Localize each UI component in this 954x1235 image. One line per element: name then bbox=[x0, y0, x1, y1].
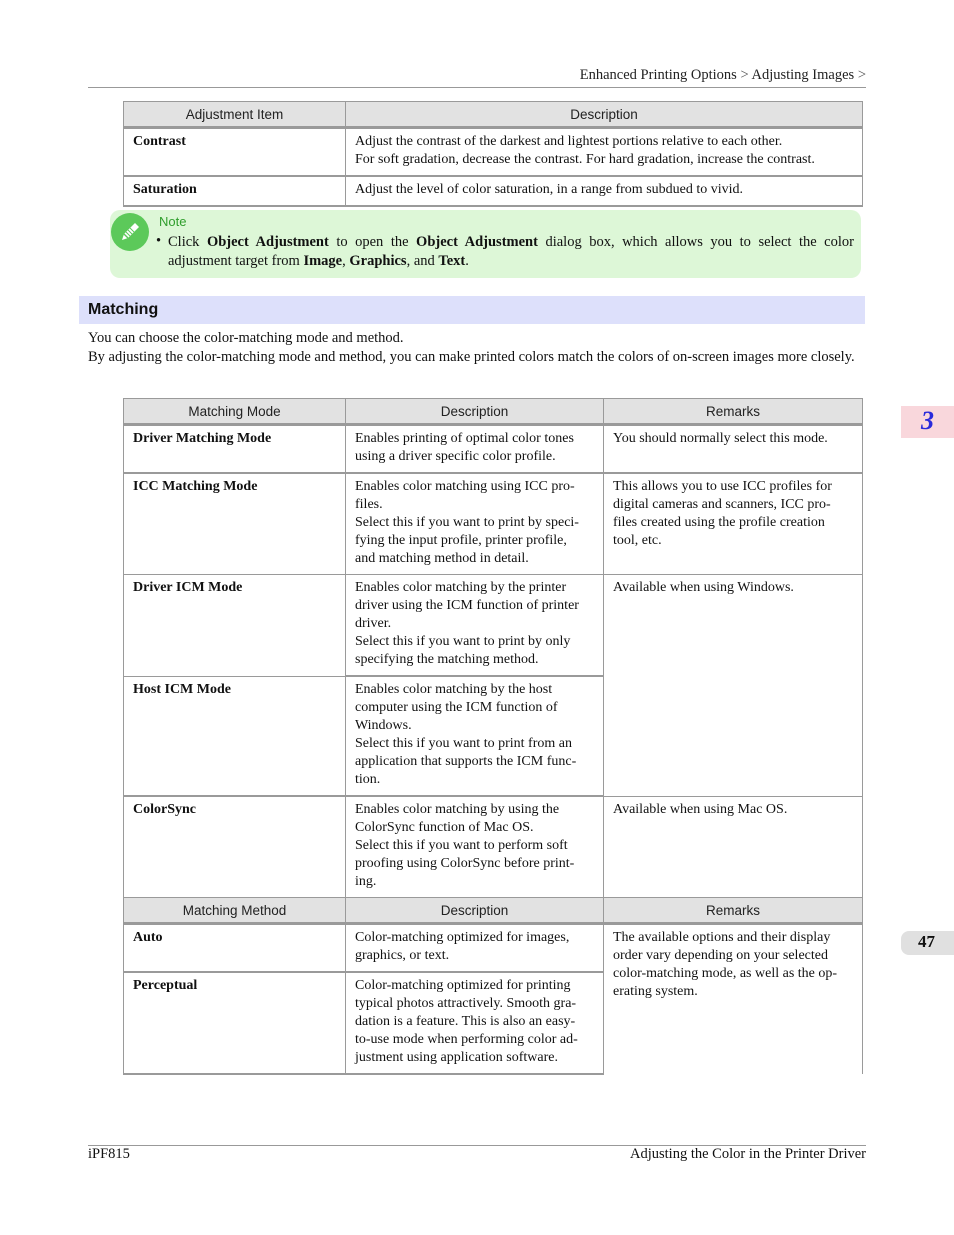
description-cell bbox=[346, 575, 604, 677]
note-fragment: Click bbox=[168, 234, 207, 250]
column-header: Description bbox=[346, 898, 604, 924]
column-header: Description bbox=[346, 399, 604, 425]
table-row bbox=[124, 425, 863, 474]
note-fragment: , and bbox=[406, 253, 439, 269]
breadcrumb-item[interactable]: Adjusting Images bbox=[751, 67, 855, 83]
section-title: Matching bbox=[88, 301, 159, 318]
text-line: ing. bbox=[355, 874, 377, 889]
text-line: color-matching mode, as well as the op- bbox=[613, 966, 838, 981]
footer-model: iPF815 bbox=[88, 1146, 130, 1162]
text-line: Select this if you want to print from an bbox=[355, 736, 572, 751]
intro-paragraph: By adjusting the color-matching mode and method, you can make printed colors match the colors of on-screen images more closely. bbox=[88, 349, 855, 365]
text-line: driver using the ICM function of printer bbox=[355, 598, 579, 613]
text-line: Enables color matching using ICC pro- bbox=[355, 479, 575, 494]
table-row bbox=[124, 128, 863, 177]
ui-term: Image bbox=[303, 253, 343, 269]
text-line: For soft gradation, decrease the contrast. For hard gradation, increase the contrast. bbox=[355, 152, 815, 167]
remarks-cell bbox=[604, 796, 863, 898]
text-line: Adjust the level of color saturation, in a range from subdued to vivid. bbox=[355, 182, 744, 197]
text-line: Enables color matching by using the bbox=[355, 802, 560, 817]
text-line: using a driver specific color profile. bbox=[355, 449, 556, 464]
text-line: computer using the ICM function of bbox=[355, 700, 558, 715]
description-cell bbox=[346, 676, 604, 796]
bullet: • bbox=[156, 233, 162, 249]
item-cell: Driver Matching Mode bbox=[124, 425, 346, 474]
item-cell: Host ICM Mode bbox=[124, 676, 346, 796]
description-cell bbox=[346, 425, 604, 474]
description-cell bbox=[346, 128, 863, 177]
table-row bbox=[124, 924, 863, 973]
text-line: files. bbox=[355, 497, 383, 512]
column-header: Adjustment Item bbox=[124, 102, 346, 128]
chapter-number: 3 bbox=[921, 406, 934, 435]
note-fragment: dialog box, which allows you to select the color adjustment target from bbox=[168, 234, 854, 269]
matching-method-table bbox=[123, 897, 863, 1075]
text-line: graphics, or text. bbox=[355, 948, 450, 963]
ui-term: Object Adjustment bbox=[416, 234, 538, 250]
note-text bbox=[168, 233, 854, 271]
item-cell: ColorSync bbox=[124, 796, 346, 898]
remarks-cell bbox=[604, 425, 863, 474]
description-cell bbox=[346, 972, 604, 1074]
description-cell bbox=[346, 473, 604, 575]
page-number: 47 bbox=[918, 932, 935, 951]
ui-term: Object Adjustment bbox=[206, 234, 329, 250]
column-header: Matching Method bbox=[124, 898, 346, 924]
text-line: digital cameras and scanners, ICC pro- bbox=[613, 497, 831, 512]
text-line: justment using application software. bbox=[355, 1050, 558, 1065]
text-line: Windows. bbox=[355, 718, 412, 733]
table-row bbox=[124, 796, 863, 898]
text-line: application that supports the ICM func- bbox=[355, 754, 577, 769]
note-fragment: to open the bbox=[328, 234, 417, 250]
text-line: tion. bbox=[355, 772, 381, 787]
note-fragment: . bbox=[465, 253, 469, 269]
text-line: files created using the profile creation bbox=[613, 515, 825, 530]
item-cell: Driver ICM Mode bbox=[124, 575, 346, 677]
pencil-note-icon bbox=[111, 213, 149, 251]
text-line: The available options and their display bbox=[613, 930, 831, 945]
item-cell: Perceptual bbox=[124, 972, 346, 1074]
text-line: specifying the matching method. bbox=[355, 652, 539, 667]
table-row bbox=[124, 176, 863, 206]
note-fragment: , bbox=[342, 253, 350, 269]
text-line: You should normally select this mode. bbox=[613, 431, 828, 446]
description-cell bbox=[346, 176, 863, 206]
text-line: Adjust the contrast of the darkest and lightest portions relative to each other. bbox=[355, 134, 783, 149]
chapter-tab[interactable] bbox=[901, 406, 954, 438]
note-title: Note bbox=[159, 214, 187, 229]
section-heading bbox=[79, 296, 865, 324]
remarks-cell bbox=[604, 575, 863, 797]
item-cell: Contrast bbox=[124, 128, 346, 177]
description-cell bbox=[346, 796, 604, 898]
text-line: Available when using Mac OS. bbox=[613, 801, 788, 817]
item-cell: ICC Matching Mode bbox=[124, 473, 346, 575]
column-header: Remarks bbox=[604, 898, 863, 924]
breadcrumb-item[interactable]: Enhanced Printing Options bbox=[579, 67, 737, 83]
text-line: Select this if you want to perform soft bbox=[355, 838, 568, 853]
text-line: driver. bbox=[355, 616, 392, 631]
item-cell: Saturation bbox=[124, 176, 346, 206]
text-line: fying the input profile, printer profile, bbox=[355, 533, 567, 548]
text-line: Enables printing of optimal color tones bbox=[355, 431, 574, 446]
text-line: Enables color matching by the printer bbox=[355, 580, 567, 595]
table-row bbox=[124, 473, 863, 575]
page-tab bbox=[901, 931, 954, 955]
text-line: and matching method in detail. bbox=[355, 551, 529, 566]
intro-paragraph: You can choose the color-matching mode and method. bbox=[88, 330, 404, 346]
matching-mode-table bbox=[123, 398, 863, 899]
header-rule bbox=[88, 87, 866, 88]
remarks-cell bbox=[604, 924, 863, 1075]
text-line: Available when using Windows. bbox=[613, 580, 794, 595]
text-line: ColorSync function of Mac OS. bbox=[355, 820, 534, 835]
text-line: erating system. bbox=[613, 984, 698, 999]
text-line: proofing using ColorSync before print- bbox=[355, 856, 575, 871]
text-line: typical photos attractively. Smooth gra- bbox=[355, 996, 577, 1011]
text-line: Color-matching optimized for images, bbox=[355, 930, 570, 945]
text-line: dation is a feature. This is also an easy- bbox=[355, 1014, 576, 1029]
text-line: This allows you to use ICC profiles for bbox=[613, 479, 832, 494]
breadcrumb bbox=[580, 67, 866, 84]
ui-term: Text bbox=[438, 253, 466, 269]
item-cell: Auto bbox=[124, 924, 346, 973]
text-line: to-use mode when performing color ad- bbox=[355, 1032, 578, 1047]
column-header: Description bbox=[346, 102, 863, 128]
text-line: tool, etc. bbox=[613, 533, 662, 548]
column-header: Remarks bbox=[604, 399, 863, 425]
ui-term: Graphics bbox=[349, 253, 407, 269]
column-header: Matching Mode bbox=[124, 399, 346, 425]
text-line: order vary depending on your selected bbox=[613, 948, 828, 963]
remarks-cell bbox=[604, 473, 863, 575]
breadcrumb-separator: > bbox=[740, 67, 749, 83]
text-line: Enables color matching by the host bbox=[355, 682, 553, 697]
text-line: Select this if you want to print by speci- bbox=[355, 515, 579, 530]
breadcrumb-separator: > bbox=[857, 67, 866, 83]
footer-chapter-title: Adjusting the Color in the Printer Driver bbox=[630, 1146, 866, 1162]
text-line: Color-matching optimized for printing bbox=[355, 978, 571, 993]
adjustment-table bbox=[123, 101, 863, 207]
text-line: Select this if you want to print by only bbox=[355, 634, 571, 649]
table-row bbox=[124, 575, 863, 677]
description-cell bbox=[346, 924, 604, 973]
